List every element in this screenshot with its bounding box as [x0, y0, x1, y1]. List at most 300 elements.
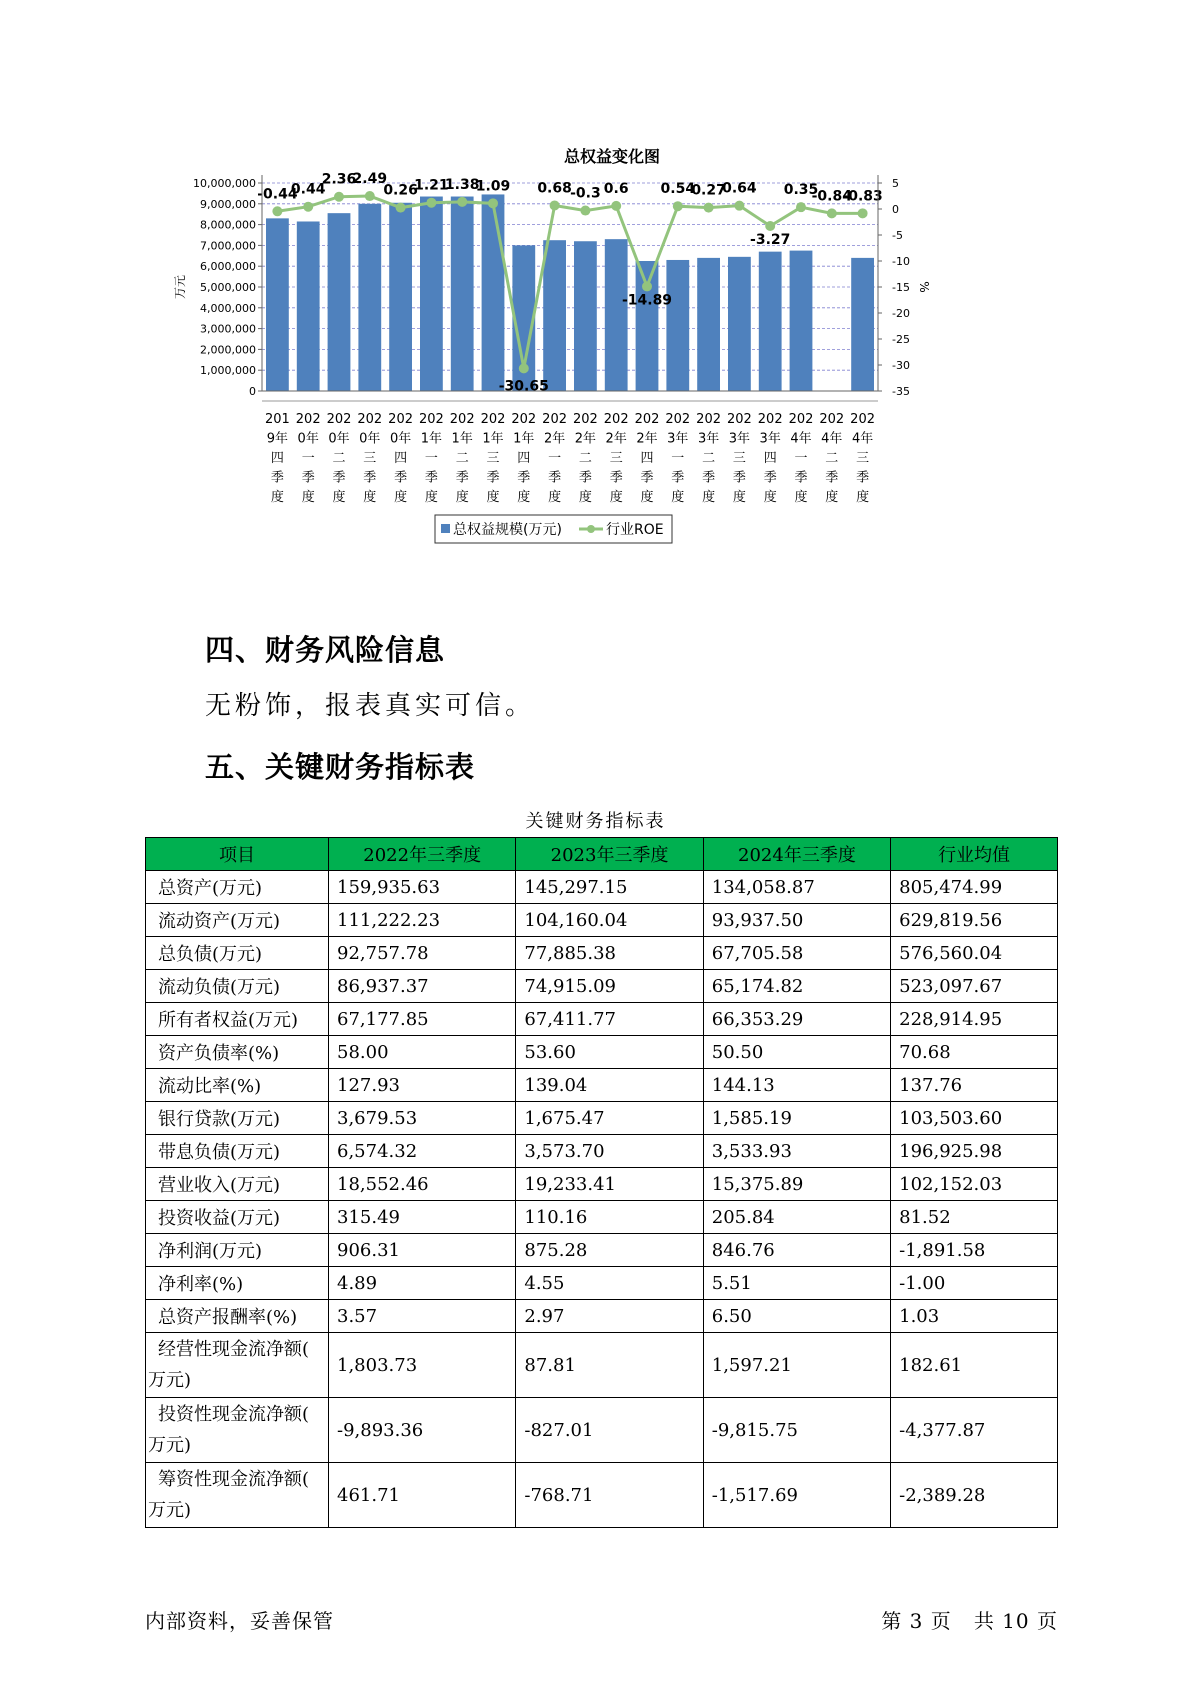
y-axis-title: 万元 — [173, 274, 187, 300]
value-cell: 5.51 — [703, 1267, 890, 1300]
x-tick-label: 202 — [572, 412, 598, 427]
equity-bar — [851, 258, 874, 391]
value-cell: 3,533.93 — [703, 1135, 890, 1168]
row-label-cell: 总资产报酬率(%) — [146, 1300, 329, 1333]
x-tick-label: 1年 — [482, 431, 504, 447]
value-cell: 3,679.53 — [329, 1102, 516, 1135]
x-tick-label: 201 — [264, 412, 290, 427]
row-label-line1: 投资性现金流净额( — [158, 1404, 310, 1425]
equity-bar — [389, 203, 412, 391]
x-tick-label: 202 — [665, 412, 691, 427]
value-cell: 67,411.77 — [516, 1003, 703, 1036]
x-tick-label: 202 — [757, 412, 783, 427]
value-cell: 6,574.32 — [329, 1135, 516, 1168]
roe-data-label: 1.09 — [475, 178, 511, 195]
x-tick-label: 1年 — [420, 431, 443, 447]
y-tick-label: 3,000,000 — [200, 322, 256, 336]
roe-point — [550, 200, 560, 210]
table-row — [146, 1234, 1058, 1267]
legend-bar-swatch — [441, 524, 450, 533]
x-tick-label: 季 — [301, 470, 315, 486]
table-row — [146, 1102, 1058, 1135]
legend-line-label: 行业ROE — [606, 522, 664, 538]
x-tick-label: 度 — [394, 490, 408, 505]
x-tick-label: 三 — [363, 451, 377, 466]
row-label-cell: 银行贷款(万元) — [146, 1102, 329, 1135]
row-label-cell — [146, 1463, 329, 1528]
x-tick-label: 季 — [732, 470, 746, 486]
table-row — [146, 1036, 1058, 1069]
table-header-row — [146, 838, 1058, 871]
legend-bar-label: 总权益规模(万元) — [453, 522, 562, 538]
value-cell: 134,058.87 — [703, 871, 890, 904]
key-financial-table — [145, 837, 1058, 1528]
value-cell: 81.52 — [891, 1201, 1058, 1234]
x-tick-label: 度 — [578, 490, 592, 505]
y-tick-label: 5,000,000 — [200, 281, 256, 294]
roe-data-label: 0.6 — [603, 180, 629, 197]
roe-data-label: 1.38 — [444, 176, 480, 193]
roe-data-label: -0.44 — [257, 186, 298, 203]
x-tick-label: 3年 — [697, 431, 720, 447]
value-cell: 1,803.73 — [329, 1333, 516, 1398]
row-label-line1: 筹资性现金流净额( — [158, 1469, 310, 1490]
x-tick-label: 1年 — [451, 431, 473, 447]
x-tick-label: 季 — [394, 470, 408, 486]
table-row — [146, 871, 1058, 904]
x-tick-label: 季 — [671, 470, 685, 486]
y2-tick-label: -15 — [892, 281, 910, 294]
table-row — [146, 970, 1058, 1003]
table-row — [146, 1135, 1058, 1168]
value-cell: 66,353.29 — [703, 1003, 890, 1036]
row-label-cell: 净利率(%) — [146, 1267, 329, 1300]
value-cell: 805,474.99 — [891, 871, 1058, 904]
x-tick-label: 4年 — [790, 431, 812, 447]
x-tick-label: 二 — [578, 451, 592, 466]
x-tick-label: 一 — [794, 451, 808, 466]
value-cell: 4.89 — [329, 1267, 516, 1300]
x-tick-label: 季 — [455, 470, 469, 486]
value-cell: 1,597.21 — [703, 1333, 890, 1398]
x-tick-label: 2年 — [543, 431, 566, 447]
value-cell: 77,885.38 — [516, 937, 703, 970]
chart-legend — [435, 515, 672, 543]
y-tick-label: 1,000,000 — [200, 364, 256, 378]
row-label-cell: 流动资产(万元) — [146, 904, 329, 937]
row-label-cell — [146, 1333, 329, 1398]
equity-bar — [728, 257, 751, 391]
x-tick-label: 一 — [548, 451, 562, 466]
table-row — [146, 1201, 1058, 1234]
footer-left: 内部资料，妥善保管 — [145, 1609, 334, 1633]
footer-right: 第 3 页 共 10 页 — [881, 1609, 1058, 1633]
row-label-cell: 净利润(万元) — [146, 1234, 329, 1267]
value-cell: 137.76 — [891, 1069, 1058, 1102]
x-tick-label: 度 — [640, 490, 654, 505]
x-tick-label: 0年 — [328, 431, 350, 447]
roe-data-label: 0.27 — [691, 182, 726, 199]
x-tick-label: 度 — [332, 490, 346, 505]
value-cell: 67,177.85 — [329, 1003, 516, 1036]
x-tick-label: 202 — [696, 412, 722, 427]
equity-bar — [451, 197, 474, 391]
x-tick-label: 202 — [449, 412, 475, 427]
x-tick-label: 202 — [788, 412, 814, 427]
x-tick-label: 202 — [542, 412, 568, 427]
equity-bar — [697, 258, 720, 391]
table-caption: 关键财务指标表 — [525, 811, 666, 832]
x-tick-label: 季 — [332, 470, 346, 486]
x-tick-label: 四 — [394, 451, 408, 466]
y2-axis-title: % — [917, 281, 931, 293]
y-tick-label: 4,000,000 — [200, 301, 256, 315]
y2-tick-label: 0 — [892, 203, 899, 216]
table-row — [146, 937, 1058, 970]
roe-data-label: -3.27 — [750, 232, 791, 249]
x-tick-label: 三 — [732, 451, 746, 466]
roe-point — [457, 197, 467, 207]
x-tick-label: 三 — [609, 451, 623, 466]
x-tick-label: 202 — [326, 412, 352, 427]
x-tick-label: 度 — [763, 490, 777, 505]
value-cell: 70.68 — [891, 1036, 1058, 1069]
roe-data-label: 0.68 — [537, 180, 572, 197]
value-cell: 87.81 — [516, 1333, 703, 1398]
x-tick-label: 度 — [794, 490, 808, 505]
x-tick-label: 四 — [640, 451, 654, 466]
x-tick-label: 季 — [270, 470, 284, 486]
x-tick-label: 2年 — [605, 431, 627, 447]
x-tick-label: 度 — [609, 490, 623, 505]
y2-tick-label: -35 — [892, 385, 910, 398]
y-tick-label: 7,000,000 — [200, 239, 256, 253]
roe-data-label: 0.26 — [383, 182, 418, 199]
x-tick-label: 三 — [856, 451, 870, 466]
row-label-line2: 万元) — [148, 1370, 192, 1391]
roe-point — [272, 206, 282, 216]
table-row — [146, 1003, 1058, 1036]
roe-data-label: -14.89 — [621, 292, 673, 309]
value-cell: 67,705.58 — [703, 937, 890, 970]
value-cell: -1.00 — [891, 1267, 1058, 1300]
x-tick-label: 二 — [702, 451, 716, 466]
x-tick-label: 四 — [763, 451, 777, 466]
value-cell: 65,174.82 — [703, 970, 890, 1003]
x-tick-label: 0年 — [359, 431, 381, 447]
value-cell: 18,552.46 — [329, 1168, 516, 1201]
x-tick-label: 季 — [548, 470, 562, 486]
x-tick-label: 度 — [856, 490, 870, 505]
table-row — [146, 904, 1058, 937]
x-tick-label: 一 — [424, 451, 438, 466]
roe-point — [673, 201, 683, 211]
y-tick-label: 0 — [249, 385, 256, 398]
value-cell: 576,560.04 — [891, 937, 1058, 970]
x-tick-label: 度 — [517, 490, 531, 505]
x-tick-label: 度 — [671, 490, 685, 505]
table-row — [146, 1069, 1058, 1102]
row-label-cell: 所有者权益(万元) — [146, 1003, 329, 1036]
value-cell: 103,503.60 — [891, 1102, 1058, 1135]
x-tick-label: 度 — [548, 490, 562, 505]
table-row — [146, 1398, 1058, 1463]
x-tick-label: 0年 — [297, 431, 319, 447]
value-cell: 523,097.67 — [891, 970, 1058, 1003]
row-label-cell: 资产负债率(%) — [146, 1036, 329, 1069]
x-tick-label: 季 — [486, 470, 500, 486]
roe-data-label: 2.36 — [321, 171, 357, 188]
chart-title: 总权益变化图 — [563, 147, 661, 166]
x-tick-label: 四 — [270, 451, 284, 466]
value-cell: 182.61 — [891, 1333, 1058, 1398]
roe-data-label: 0.54 — [660, 181, 696, 198]
y-tick-label: 2,000,000 — [200, 343, 256, 357]
y2-tick-label: -20 — [892, 307, 910, 320]
roe-point — [827, 208, 837, 218]
x-tick-label: 季 — [517, 470, 531, 486]
equity-bar — [574, 241, 597, 391]
section4-title: 四、财务风险信息 — [205, 633, 446, 667]
x-tick-label: 202 — [511, 412, 537, 427]
equity-bar — [666, 260, 689, 391]
x-tick-label: 季 — [794, 470, 808, 486]
table-row — [146, 1300, 1058, 1333]
row-label-cell: 总资产(万元) — [146, 871, 329, 904]
row-label-cell: 流动负债(万元) — [146, 970, 329, 1003]
roe-point — [734, 201, 744, 211]
equity-bar — [605, 239, 628, 391]
row-label-line2: 万元) — [148, 1435, 192, 1456]
value-cell: 461.71 — [329, 1463, 516, 1528]
equity-bar — [636, 261, 659, 391]
value-cell: 4.55 — [516, 1267, 703, 1300]
x-tick-label: 3年 — [759, 431, 781, 447]
roe-data-label: -0.3 — [570, 185, 601, 202]
x-tick-label: 202 — [418, 412, 444, 427]
x-tick-label: 度 — [825, 490, 839, 505]
value-cell: 58.00 — [329, 1036, 516, 1069]
roe-data-label: 0.35 — [783, 182, 819, 199]
value-cell: 104,160.04 — [516, 904, 703, 937]
x-tick-label: 季 — [578, 470, 592, 486]
x-tick-label: 202 — [726, 412, 752, 427]
row-label-cell — [146, 1398, 329, 1463]
value-cell: 139.04 — [516, 1069, 703, 1102]
table-row — [146, 1168, 1058, 1201]
section4-text: 无粉饰，报表真实可信。 — [205, 691, 536, 721]
y2-tick-label: 5 — [892, 177, 899, 190]
roe-point — [396, 203, 406, 213]
y-tick-label: 9,000,000 — [200, 197, 256, 211]
value-cell: 228,914.95 — [891, 1003, 1058, 1036]
header-cell: 2023年三季度 — [516, 838, 703, 871]
equity-bar — [358, 204, 381, 391]
value-cell: -768.71 — [516, 1463, 703, 1528]
value-cell: 92,757.78 — [329, 937, 516, 970]
x-tick-label: 度 — [455, 490, 469, 505]
value-cell: 906.31 — [329, 1234, 516, 1267]
value-cell: 3,573.70 — [516, 1135, 703, 1168]
x-tick-label: 度 — [301, 490, 315, 505]
x-tick-label: 202 — [480, 412, 506, 427]
x-tick-label: 202 — [819, 412, 845, 427]
x-tick-label: 1年 — [513, 431, 535, 447]
y2-tick-label: -5 — [892, 229, 903, 242]
roe-point — [580, 206, 590, 216]
value-cell: -9,893.36 — [329, 1398, 516, 1463]
row-label-cell: 总负债(万元) — [146, 937, 329, 970]
x-tick-label: 度 — [363, 490, 377, 505]
x-tick-label: 202 — [850, 412, 876, 427]
value-cell: 93,937.50 — [703, 904, 890, 937]
value-cell: 1,675.47 — [516, 1102, 703, 1135]
row-label-cell: 流动比率(%) — [146, 1069, 329, 1102]
y2-tick-label: -25 — [892, 333, 910, 346]
value-cell: 205.84 — [703, 1201, 890, 1234]
value-cell: 315.49 — [329, 1201, 516, 1234]
row-label-cell: 带息负债(万元) — [146, 1135, 329, 1168]
table-row — [146, 1267, 1058, 1300]
x-tick-label: 季 — [825, 470, 839, 486]
x-tick-label: 度 — [486, 490, 500, 505]
y-tick-label: 6,000,000 — [200, 260, 256, 274]
roe-point — [704, 203, 714, 213]
roe-data-label: -30.65 — [498, 378, 549, 395]
table-row — [146, 1463, 1058, 1528]
row-label-cell: 投资收益(万元) — [146, 1201, 329, 1234]
equity-bar — [328, 213, 351, 391]
roe-point — [488, 198, 498, 208]
x-tick-label: 4年 — [851, 431, 874, 447]
roe-point — [611, 201, 621, 211]
value-cell: 196,925.98 — [891, 1135, 1058, 1168]
roe-point — [642, 281, 652, 291]
x-tick-label: 9年 — [266, 431, 289, 447]
value-cell: -1,517.69 — [703, 1463, 890, 1528]
y-tick-label: 8,000,000 — [200, 218, 256, 232]
value-cell: 2.97 — [516, 1300, 703, 1333]
value-cell: 15,375.89 — [703, 1168, 890, 1201]
value-cell: 110.16 — [516, 1201, 703, 1234]
x-tick-label: 季 — [424, 470, 438, 486]
header-cell: 2024年三季度 — [703, 838, 890, 871]
x-tick-label: 202 — [603, 412, 629, 427]
equity-chart — [150, 140, 950, 600]
x-tick-label: 一 — [301, 451, 315, 466]
equity-bar — [790, 251, 813, 391]
equity-bar — [759, 252, 782, 391]
x-tick-label: 3年 — [667, 431, 689, 447]
chart-gridlines — [262, 180, 878, 391]
value-cell: 50.50 — [703, 1036, 890, 1069]
equity-bar — [297, 221, 320, 391]
value-cell: 19,233.41 — [516, 1168, 703, 1201]
x-tick-label: 2年 — [636, 431, 658, 447]
equity-bar — [543, 240, 566, 391]
value-cell: 53.60 — [516, 1036, 703, 1069]
equity-bar — [266, 218, 289, 391]
value-cell: 111,222.23 — [329, 904, 516, 937]
roe-point — [765, 221, 775, 231]
value-cell: 102,152.03 — [891, 1168, 1058, 1201]
x-tick-label: 度 — [424, 490, 438, 505]
x-tick-label: 202 — [388, 412, 414, 427]
value-cell: -827.01 — [516, 1398, 703, 1463]
roe-point — [365, 191, 375, 201]
value-cell: 145,297.15 — [516, 871, 703, 904]
legend-line-marker — [587, 525, 595, 533]
roe-point — [303, 202, 313, 212]
value-cell: 629,819.56 — [891, 904, 1058, 937]
value-cell: 144.13 — [703, 1069, 890, 1102]
header-cell: 项目 — [146, 838, 329, 871]
x-tick-label: 度 — [270, 490, 284, 505]
roe-point — [334, 192, 344, 202]
x-tick-label: 度 — [732, 490, 746, 505]
x-tick-label: 202 — [295, 412, 321, 427]
value-cell: 6.50 — [703, 1300, 890, 1333]
x-tick-label: 季 — [363, 470, 377, 486]
x-tick-label: 2年 — [574, 431, 597, 447]
value-cell: 3.57 — [329, 1300, 516, 1333]
x-tick-label: 4年 — [821, 431, 843, 447]
x-tick-label: 3年 — [728, 431, 751, 447]
value-cell: 1,585.19 — [703, 1102, 890, 1135]
roe-point — [519, 363, 529, 373]
roe-point — [796, 202, 806, 212]
x-tick-label: 202 — [634, 412, 660, 427]
row-label-cell: 营业收入(万元) — [146, 1168, 329, 1201]
table-row — [146, 1333, 1058, 1398]
x-tick-label: 季 — [702, 470, 716, 486]
value-cell: 1.03 — [891, 1300, 1058, 1333]
x-tick-label: 二 — [825, 451, 839, 466]
x-tick-label: 季 — [856, 470, 870, 486]
value-cell: 875.28 — [516, 1234, 703, 1267]
value-cell: -2,389.28 — [891, 1463, 1058, 1528]
roe-data-label: 2.49 — [352, 171, 388, 188]
x-tick-label: 二 — [332, 451, 346, 466]
row-label-line2: 万元) — [148, 1500, 192, 1521]
x-tick-label: 四 — [517, 451, 531, 466]
x-tick-label: 二 — [455, 451, 469, 466]
header-cell: 2022年三季度 — [329, 838, 516, 871]
x-tick-label: 季 — [609, 470, 623, 486]
y2-tick-label: -30 — [892, 359, 910, 372]
x-tick-label: 202 — [357, 412, 383, 427]
equity-bar — [482, 194, 505, 391]
y2-tick-label: -10 — [892, 255, 910, 268]
section5-title: 五、关键财务指标表 — [205, 750, 476, 784]
x-tick-label: 季 — [763, 470, 777, 486]
value-cell: 159,935.63 — [329, 871, 516, 904]
roe-data-label: 0.44 — [290, 181, 326, 198]
equity-bar — [420, 197, 443, 391]
x-tick-label: 0年 — [389, 431, 412, 447]
header-cell: 行业均值 — [891, 838, 1058, 871]
value-cell: -9,815.75 — [703, 1398, 890, 1463]
y-tick-label: 10,000,000 — [193, 177, 256, 190]
value-cell: 74,915.09 — [516, 970, 703, 1003]
roe-data-label: 1.21 — [414, 177, 449, 194]
value-cell: 127.93 — [329, 1069, 516, 1102]
x-tick-label: 季 — [640, 470, 654, 486]
value-cell: 846.76 — [703, 1234, 890, 1267]
row-label-line1: 经营性现金流净额( — [158, 1339, 310, 1360]
value-cell: -4,377.87 — [891, 1398, 1058, 1463]
roe-data-label: 0.64 — [722, 180, 757, 197]
